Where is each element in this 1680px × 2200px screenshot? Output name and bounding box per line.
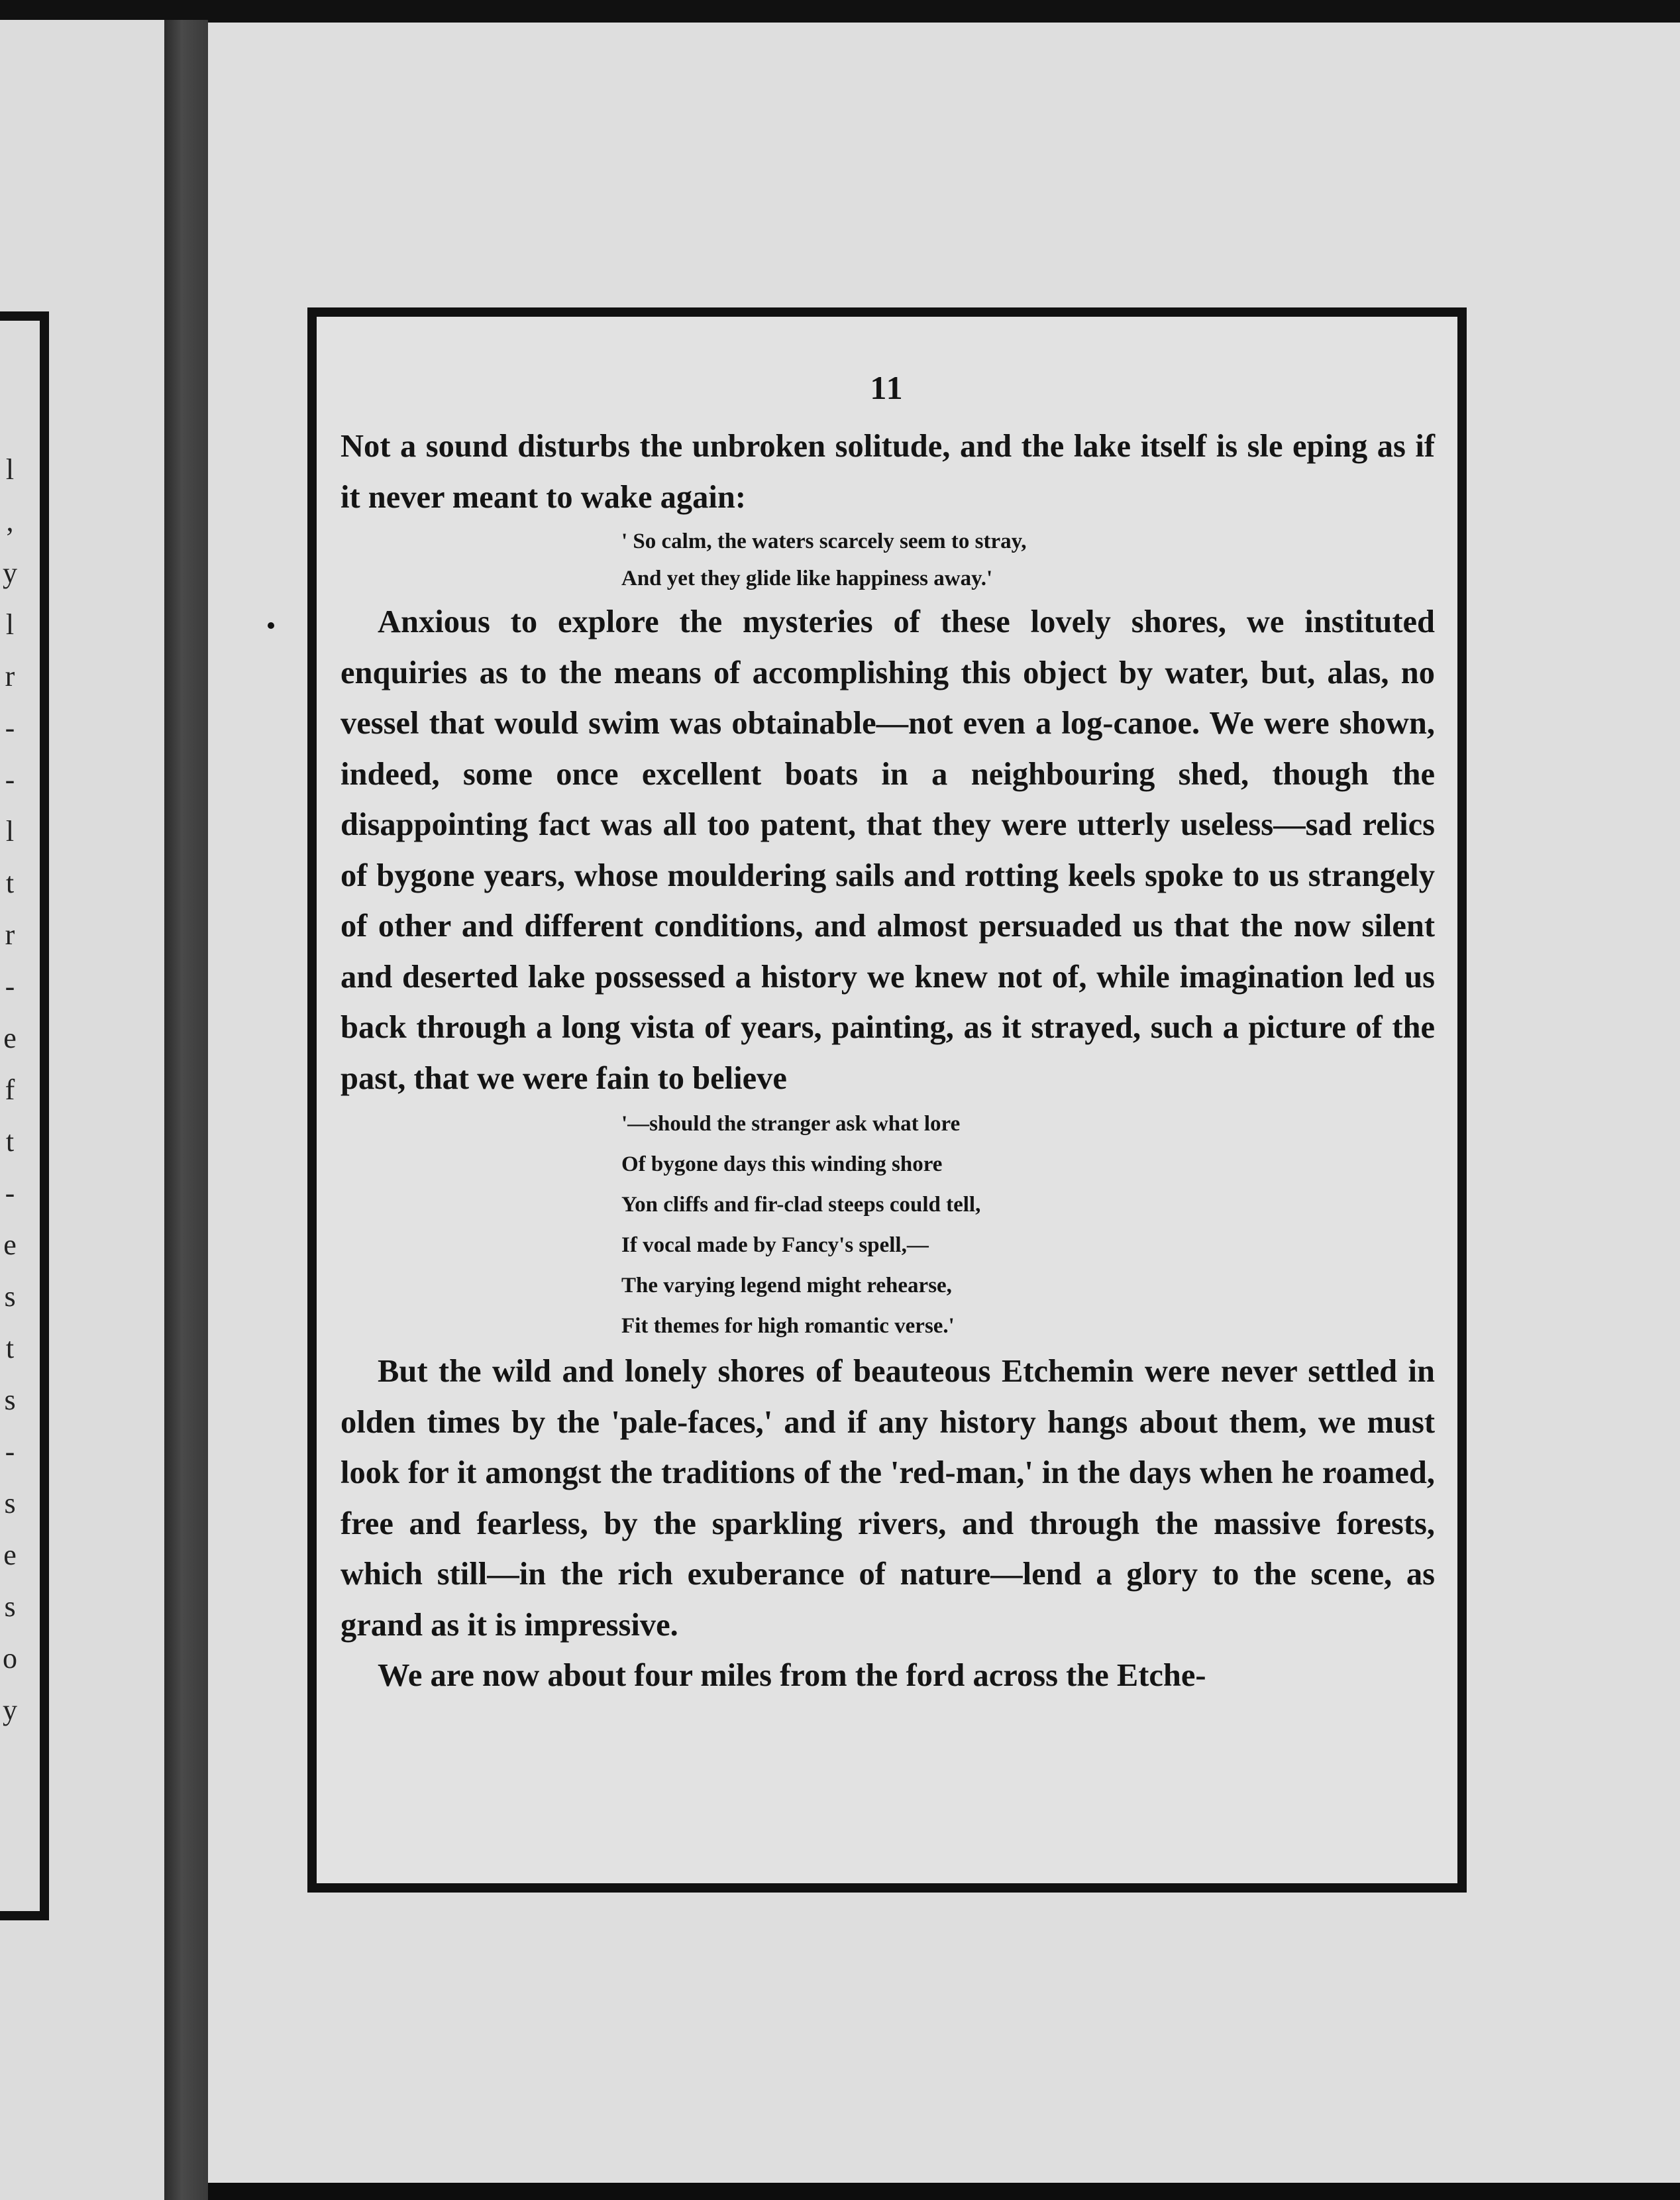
ink-speck	[268, 622, 274, 629]
verse-2-line-6: Fit themes for high romantic verse.'	[621, 1314, 955, 1338]
adjacent-page-glyph: s	[4, 1384, 16, 1416]
verse-quote-1	[621, 523, 1435, 597]
adjacent-page-margin-glyphs	[0, 444, 20, 1736]
verse-quote-2	[621, 1104, 1435, 1347]
verse-2-line-5: The varying legend might rehearse,	[621, 1274, 952, 1297]
adjacent-page-glyph: l	[5, 608, 15, 641]
verse-1-line-2: And yet they glide like happiness away.'	[621, 567, 993, 590]
book-spine-shadow	[164, 20, 208, 2200]
adjacent-page-glyph: -	[5, 1177, 15, 1209]
page-content	[341, 421, 1435, 1702]
scan-top-edge	[0, 0, 1680, 23]
text-block-frame	[307, 307, 1467, 1893]
paragraph-3: But the wild and lonely shores of beauteous Etchemin were never settled in olden times by the 'pale-faces,' and if any history hangs about them, we must look for it amongst the traditions of the 'red-man,' in the days when he roamed, free and fearless, by the sparkling rivers, and through the massive forests, which still—in the rich exuberance of nature—lend a glory to the scene, as grand as it is impressive.	[341, 1354, 1435, 1643]
adjacent-page-glyph: s	[4, 1590, 16, 1623]
adjacent-page-glyph: -	[5, 970, 15, 1003]
adjacent-page-glyph: f	[5, 1073, 15, 1106]
paragraph-1: Not a sound disturbs the unbroken solitude, and the lake itself is sle eping as if it never meant to wake again:	[341, 429, 1435, 515]
verse-2-line-4: If vocal made by Fancy's spell,—	[621, 1233, 929, 1257]
verse-2-line-2: Of bygone days this winding shore	[621, 1152, 943, 1176]
adjacent-page-glyph: -	[5, 1435, 15, 1468]
adjacent-page-glyph: t	[5, 1125, 15, 1158]
page-number: 11	[870, 369, 904, 406]
adjacent-page-glyph: e	[3, 1229, 17, 1261]
adjacent-page-glyph: o	[3, 1642, 17, 1675]
adjacent-page-glyph: y	[3, 557, 17, 589]
paragraph-4: We are now about four miles from the ford across the Etche-	[378, 1658, 1206, 1693]
adjacent-page-glyph: e	[3, 1022, 17, 1054]
adjacent-page-glyph: t	[5, 1332, 15, 1364]
adjacent-page-glyph: -	[5, 712, 15, 744]
adjacent-page-glyph: s	[4, 1280, 16, 1313]
verse-1-line-1: ' So calm, the waters scarcely seem to stray,	[621, 529, 1027, 553]
adjacent-page	[0, 20, 164, 2200]
adjacent-page-glyph: l	[5, 815, 15, 848]
adjacent-page-glyph: -	[5, 763, 15, 796]
paragraph-2: Anxious to explore the mysteries of these lovely shores, we instituted enquiries as to the means of accomplishing this object by water, but, alas, no vessel that would swim was obtainable—not even a log-canoe. We were shown, indeed, some once excellent boats in a neighbouring shed, though the disappointing fact was all too patent, that they were utterly useless—sad relics of bygone years, whose mouldering sails and rotting keels spoke to us strangely of other and different conditions, and almost persuaded us that the now silent and deserted lake possessed a history we knew not of, while imagination led us back through a long vista of years, painting, as it strayed, such a picture of the past, that we were fain to believe	[341, 604, 1435, 1096]
scanned-page	[208, 23, 1680, 2183]
adjacent-page-glyph: r	[5, 660, 15, 692]
adjacent-page-glyph: e	[3, 1539, 17, 1571]
verse-2-line-3: Yon cliffs and fir-clad steeps could tell,	[621, 1193, 981, 1217]
adjacent-page-glyph: ,	[6, 505, 14, 537]
adjacent-page-glyph: r	[5, 918, 15, 951]
adjacent-page-glyph: t	[5, 867, 15, 899]
adjacent-page-glyph: y	[3, 1694, 17, 1726]
adjacent-page-glyph: s	[4, 1487, 16, 1519]
verse-2-line-1: '—should the stranger ask what lore	[621, 1112, 961, 1136]
adjacent-page-glyph: l	[5, 453, 15, 486]
